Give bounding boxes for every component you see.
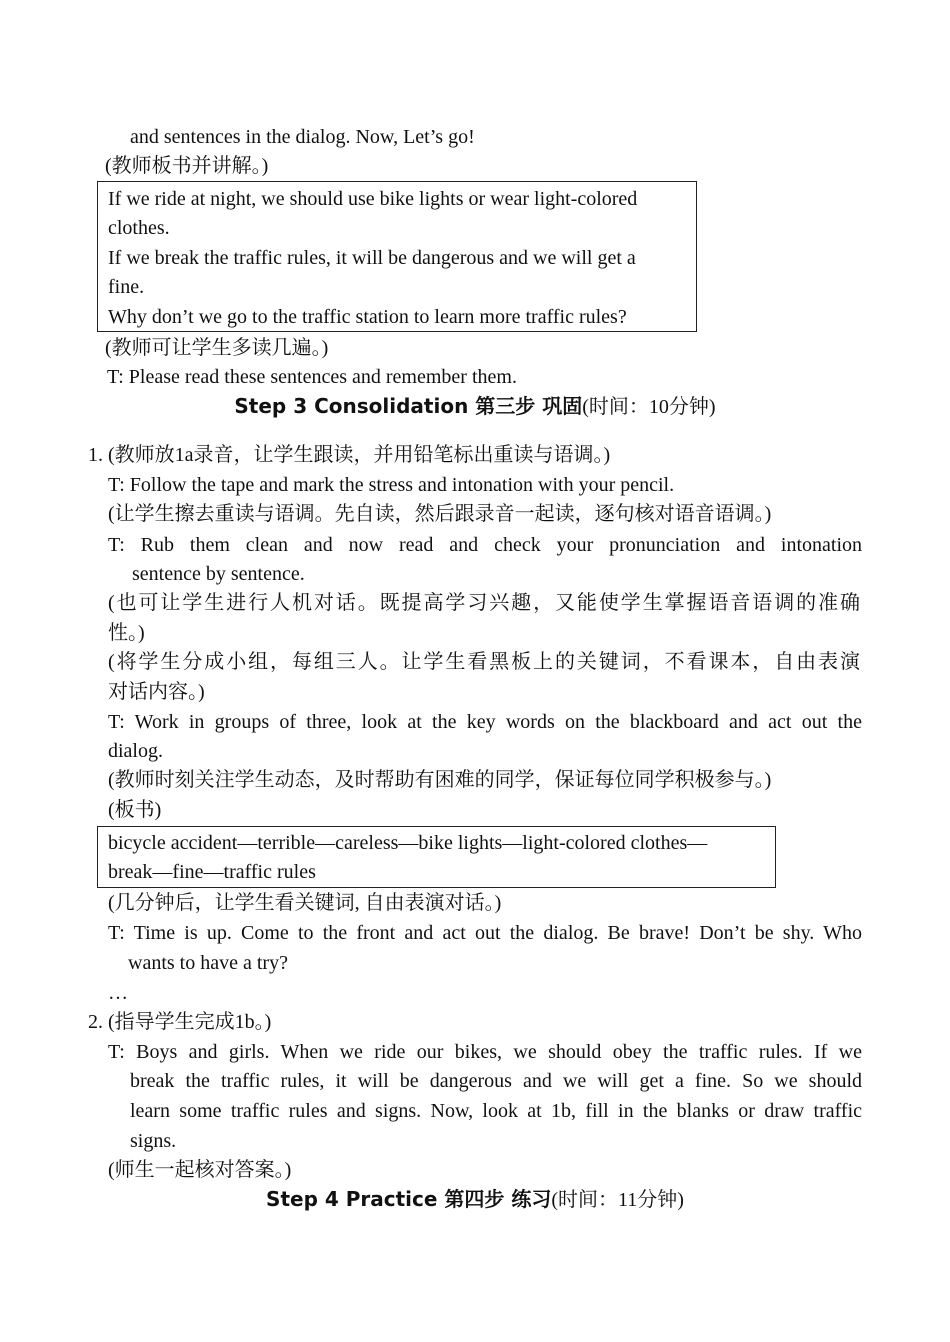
teacher-note: 对话内容。) xyxy=(108,681,205,703)
teacher-note: 性。) xyxy=(108,622,145,644)
teacher-note: (也可让学生进行人机对话。既提高学习兴趣，又能使学生掌握语音语调的准确 xyxy=(108,592,860,614)
list-item: 2. (指导学生完成1b。) xyxy=(88,1011,272,1033)
teacher-note: (教师板书并讲解。) xyxy=(105,155,269,177)
teacher-line: T: Follow the tape and mark the stress and intonation with your pencil. xyxy=(108,474,675,496)
step4-heading xyxy=(0,1184,950,1215)
box-line: break—fine—traffic rules xyxy=(108,861,316,883)
box-line: clothes. xyxy=(108,217,170,239)
step4-time: (时间：11分钟) xyxy=(551,1189,684,1211)
teacher-note: (几分钟后，让学生看关键词, 自由表演对话。) xyxy=(108,892,502,914)
teacher-line: T: Boys and girls. When we ride our bikes, we should obey the traffic rules. If we xyxy=(108,1041,862,1063)
teacher-line: signs. xyxy=(130,1130,177,1152)
teacher-line: wants to have a try? xyxy=(128,952,288,974)
box-line: If we break the traffic rules, it will be dangerous and we will get a xyxy=(108,247,636,269)
teacher-line: dialog. xyxy=(108,740,163,762)
step3-time: (时间：10分钟) xyxy=(582,396,716,418)
teacher-line: T: Please read these sentences and remember them. xyxy=(107,366,517,388)
ellipsis: … xyxy=(108,982,128,1004)
blackboard-sentences-box xyxy=(97,181,697,332)
teacher-note: (板书) xyxy=(108,799,162,821)
step3-title: Step 3 Consolidation 第三步 巩固 xyxy=(234,394,583,418)
teacher-line: T: Work in groups of three, look at the key words on the blackboard and act out the xyxy=(108,711,862,733)
box-line: fine. xyxy=(108,276,145,298)
teacher-line: sentence by sentence. xyxy=(132,563,305,585)
teacher-note: (师生一起核对答案。) xyxy=(108,1159,292,1181)
teacher-line: learn some traffic rules and signs. Now, look at 1b, fill in the blanks or draw traffic xyxy=(130,1100,862,1122)
teacher-line: T: Rub them clean and now read and check your pronunciation and intonation xyxy=(108,534,862,556)
box-line: Why don’t we go to the traffic station to learn more traffic rules? xyxy=(108,306,627,328)
teacher-note: (教师时刻关注学生动态，及时帮助有困难的同学，保证每位同学积极参与。) xyxy=(108,769,772,791)
teacher-note: (让学生擦去重读与语调。先自读，然后跟录音一起读，逐句核对语音语调。) xyxy=(108,503,772,525)
box-line: If we ride at night, we should use bike lights or wear light-colored xyxy=(108,188,638,210)
teacher-line: break the traffic rules, it will be dangerous and we will get a fine. So we should xyxy=(130,1070,862,1092)
teacher-line: T: Time is up. Come to the front and act out the dialog. Be brave! Don’t be shy. Who xyxy=(108,922,862,944)
step3-heading xyxy=(0,391,950,422)
key-words-box xyxy=(97,826,776,888)
box-line: bicycle accident—terrible—careless—bike lights—light-colored clothes— xyxy=(108,832,708,854)
teacher-note: (教师可让学生多读几遍。) xyxy=(105,337,329,359)
teacher-note: (将学生分成小组，每组三人。让学生看黑板上的关键词，不看课本，自由表演 xyxy=(108,651,860,673)
list-item: 1. (教师放1a录音，让学生跟读，并用铅笔标出重读与语调。) xyxy=(88,444,611,466)
step4-title: Step 4 Practice 第四步 练习 xyxy=(266,1187,552,1211)
text-line: and sentences in the dialog. Now, Let’s go! xyxy=(130,126,475,148)
